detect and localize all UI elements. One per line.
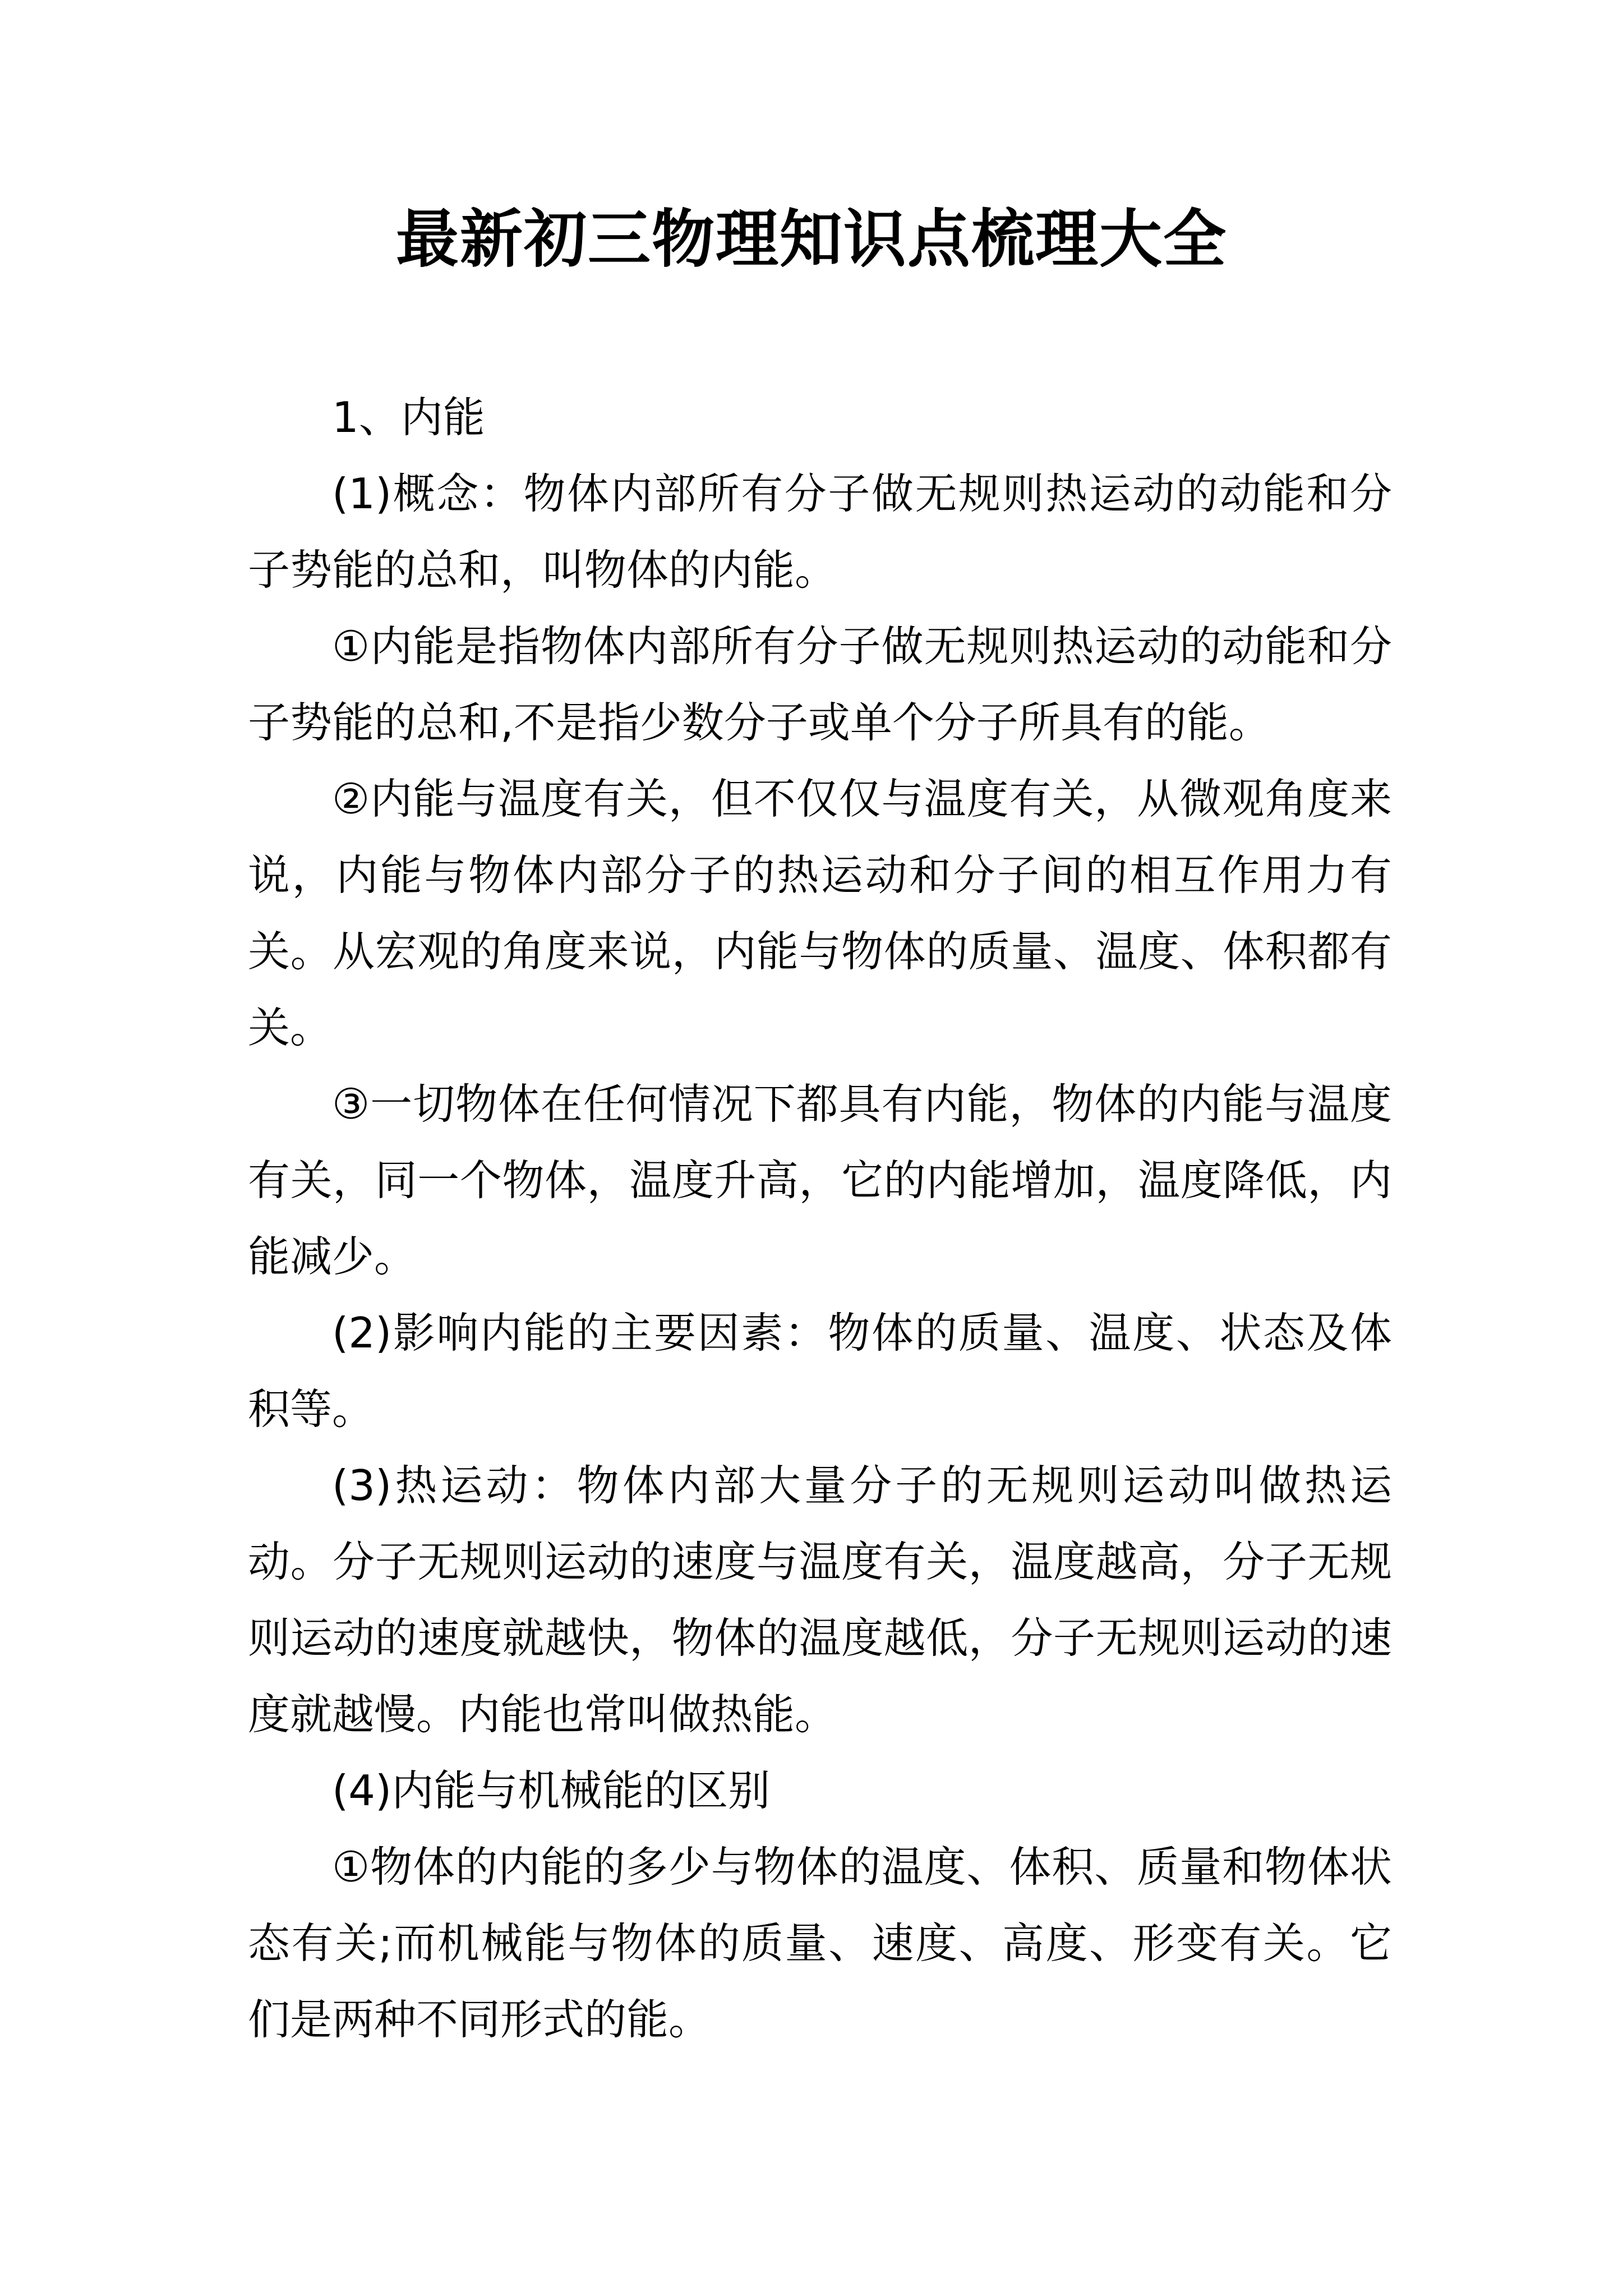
paragraph-point-3: ③一切物体在任何情况下都具有内能，物体的内能与温度有关，同一个物体，温度升高，它的内能增加，温度降低，内能减少。 [248, 1079, 1392, 1281]
paragraph-point-2: ②内能与温度有关，但不仅仅与温度有关，从微观角度来说，内能与物体内部分子的热运动和分子间的相互作用力有关。从宏观的角度来说，内能与物体的质量、温度、体积都有关。 [248, 774, 1392, 1052]
paragraph-difference-heading: (4)内能与机械能的区别 [332, 1766, 771, 1815]
paragraph-difference-point-1: ①物体的内能的多少与物体的温度、体积、质量和物体状态有关;而机械能与物体的质量、速度、高度、形变有关。它们是两种不同形式的能。 [248, 1842, 1392, 2044]
paragraph-thermal-motion: (3)热运动：物体内部大量分子的无规则运动叫做热运动。分子无规则运动的速度与温度有关，温度越高，分子无规则运动的速度就越快，物体的温度越低，分子无规则运动的速度就越慢。内能也常叫做热能。 [248, 1461, 1392, 1739]
paragraph-internal-energy-heading: 1、内能 [332, 393, 485, 442]
document-title: 最新初三物理知识点梳理大全 [396, 203, 1227, 276]
paragraph-point-1: ①内能是指物体内部所有分子做无规则热运动的动能和分子势能的总和,不是指少数分子或单个分子所具有的能。 [248, 622, 1392, 747]
paragraph-concept: (1)概念：物体内部所有分子做无规则热运动的动能和分子势能的总和，叫物体的内能。 [248, 469, 1392, 595]
paragraph-influencing-factors: (2)影响内能的主要因素：物体的质量、温度、状态及体积等。 [248, 1308, 1392, 1434]
document-body [248, 379, 1392, 2058]
